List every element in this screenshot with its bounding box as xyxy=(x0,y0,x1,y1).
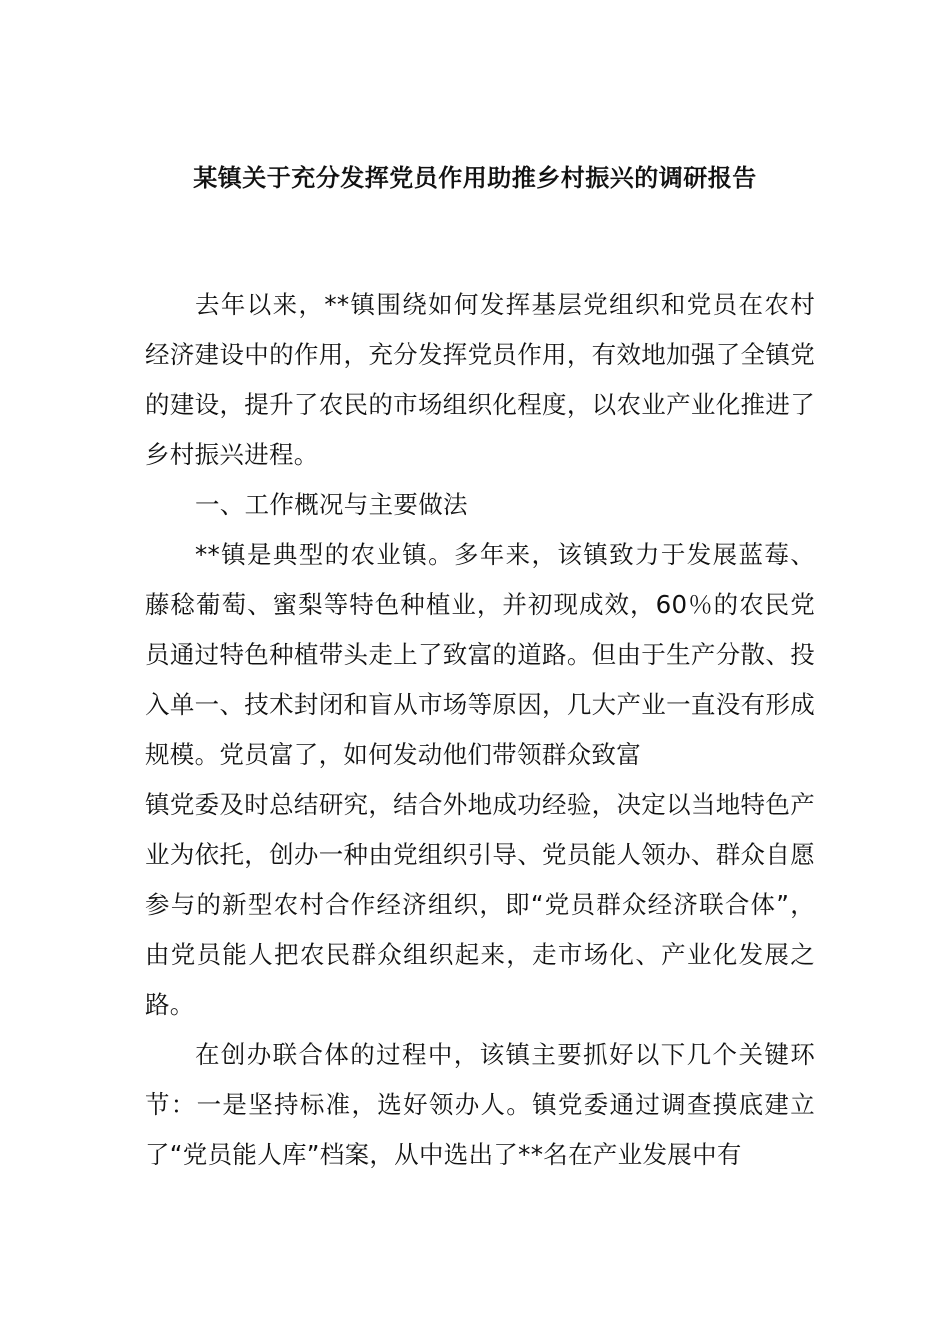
paragraph-key-links: 在创办联合体的过程中，该镇主要抓好以下几个关键环节：一是坚持标准，选好领办人。镇党委通过调查摸底建立了“党员能人库”档案，从中选出了**名在产业发展中有 xyxy=(145,1040,815,1169)
document-title: 某镇关于充分发挥党员作用助推乡村振兴的调研报告 xyxy=(193,164,757,192)
paragraph-party-committee: 镇党委及时总结研究，结合外地成功经验，决定以当地特色产业为依托，创办一种由党组织引导、党员能人领办、群众自愿参与的新型农村合作经济组织，即“党员群众经济联合体”，由党员能人把农民群众组织起来，走市场化、产业化发展之路。 xyxy=(145,790,815,1019)
paragraph-intro: 去年以来，**镇围绕如何发挥基层党组织和党员在农村经济建设中的作用，充分发挥党员作用，有效地加强了全镇党的建设，提升了农民的市场组织化程度，以农业产业化推进了乡村振兴进程。 xyxy=(145,290,815,469)
document-body xyxy=(145,280,815,1180)
section-heading-1: 一、工作概况与主要做法 xyxy=(195,490,468,519)
paragraph-overview: **镇是典型的农业镇。多年来，该镇致力于发展蓝莓、藤稔葡萄、蜜梨等特色种植业，并初现成效，60％的农民党员通过特色种植带头走上了致富的道路。但由于生产分散、投入单一、技术封闭和盲从市场等原因，几大产业一直没有形成规模。党员富了，如何发动他们带领群众致富 xyxy=(145,540,815,769)
